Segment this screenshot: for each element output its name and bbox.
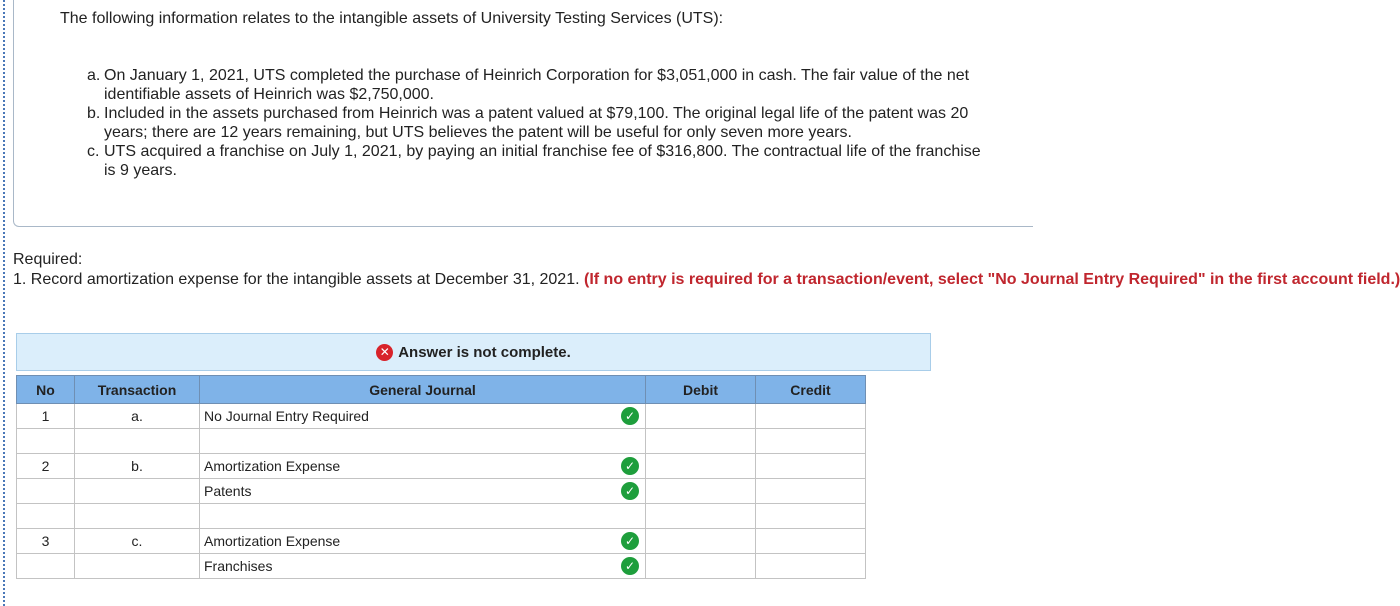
required-title: Required: [13,251,83,268]
debit-field[interactable] [646,429,756,454]
fact-label: b. [87,105,101,122]
account-field[interactable] [200,529,646,554]
account-field[interactable] [200,454,646,479]
check-icon: ✓ [621,557,639,575]
fact-text: Included in the assets purchased from Heinrich was a patent valued at $79,100. The original legal life of the patent was 20 years; there are 12 years remaining, but UTS believes the patent will be useful for only seven more years. [104,105,969,141]
header-credit: Credit [756,376,866,404]
credit-field[interactable] [756,479,866,504]
fact-text: UTS acquired a franchise on July 1, 2021, by paying an initial franchise fee of $316,800. The contractual life of the franchise is 9 years. [104,143,981,179]
debit-field[interactable] [646,479,756,504]
debit-field[interactable] [646,554,756,579]
account-field[interactable] [200,479,646,504]
row-transaction: a. [75,404,200,429]
fact-item-a [87,66,987,104]
account-value: Amortization Expense [204,458,341,474]
row-no: 3 [17,529,75,554]
credit-field[interactable] [756,529,866,554]
table-row [17,504,866,529]
table-row [17,529,866,554]
header-transaction: Transaction [75,376,200,404]
account-value: No Journal Entry Required [204,408,369,424]
row-transaction: c. [75,529,200,554]
required-note: (If no entry is required for a transaction/event, select "No Journal Entry Required" in the first account field.) [584,271,1400,288]
credit-field[interactable] [756,404,866,429]
debit-field[interactable] [646,529,756,554]
fact-label: a. [87,67,101,84]
row-transaction [75,429,200,454]
table-row [17,404,866,429]
table-row [17,554,866,579]
problem-facts-list [87,66,987,180]
account-value: Patents [204,483,252,499]
debit-field[interactable] [646,454,756,479]
account-value: Franchises [204,558,273,574]
problem-intro: The following information relates to the intangible assets of University Testing Services (UTS): [60,10,724,27]
fact-text: On January 1, 2021, UTS completed the purchase of Heinrich Corporation for $3,051,000 in cash. The fair value of the net identifiable assets of Heinrich was $2,750,000. [104,67,970,103]
fact-item-b [87,104,987,142]
credit-field[interactable] [756,504,866,529]
credit-field[interactable] [756,454,866,479]
debit-field[interactable] [646,504,756,529]
check-icon: ✓ [621,482,639,500]
row-transaction [75,479,200,504]
left-dotted-border [3,0,5,606]
row-no: 1 [17,404,75,429]
table-row [17,479,866,504]
account-field[interactable] [200,429,646,454]
fact-item-c [87,142,987,180]
row-no [17,554,75,579]
account-value: Amortization Expense [204,533,341,549]
required-section [13,250,1400,290]
account-field[interactable] [200,554,646,579]
row-no [17,429,75,454]
credit-field[interactable] [756,554,866,579]
header-no: No [17,376,75,404]
check-icon: ✓ [621,407,639,425]
credit-field[interactable] [756,429,866,454]
required-instruction-line [13,270,1400,290]
journal-table [16,375,866,579]
account-field[interactable] [200,404,646,429]
x-circle-icon: ✕ [376,344,393,361]
header-debit: Debit [646,376,756,404]
account-field[interactable] [200,504,646,529]
row-transaction: b. [75,454,200,479]
debit-field[interactable] [646,404,756,429]
required-instruction: 1. Record amortization expense for the intangible assets at December 31, 2021. [13,271,580,288]
row-transaction [75,504,200,529]
table-row [17,454,866,479]
table-row [17,429,866,454]
header-general-journal: General Journal [200,376,646,404]
row-no: 2 [17,454,75,479]
answer-status-banner [16,333,931,371]
row-no [17,479,75,504]
check-icon: ✓ [621,532,639,550]
fact-label: c. [87,143,100,160]
row-no [17,504,75,529]
row-transaction [75,554,200,579]
check-icon: ✓ [621,457,639,475]
journal-header-row [17,376,866,404]
answer-status-text: Answer is not complete. [398,343,571,361]
